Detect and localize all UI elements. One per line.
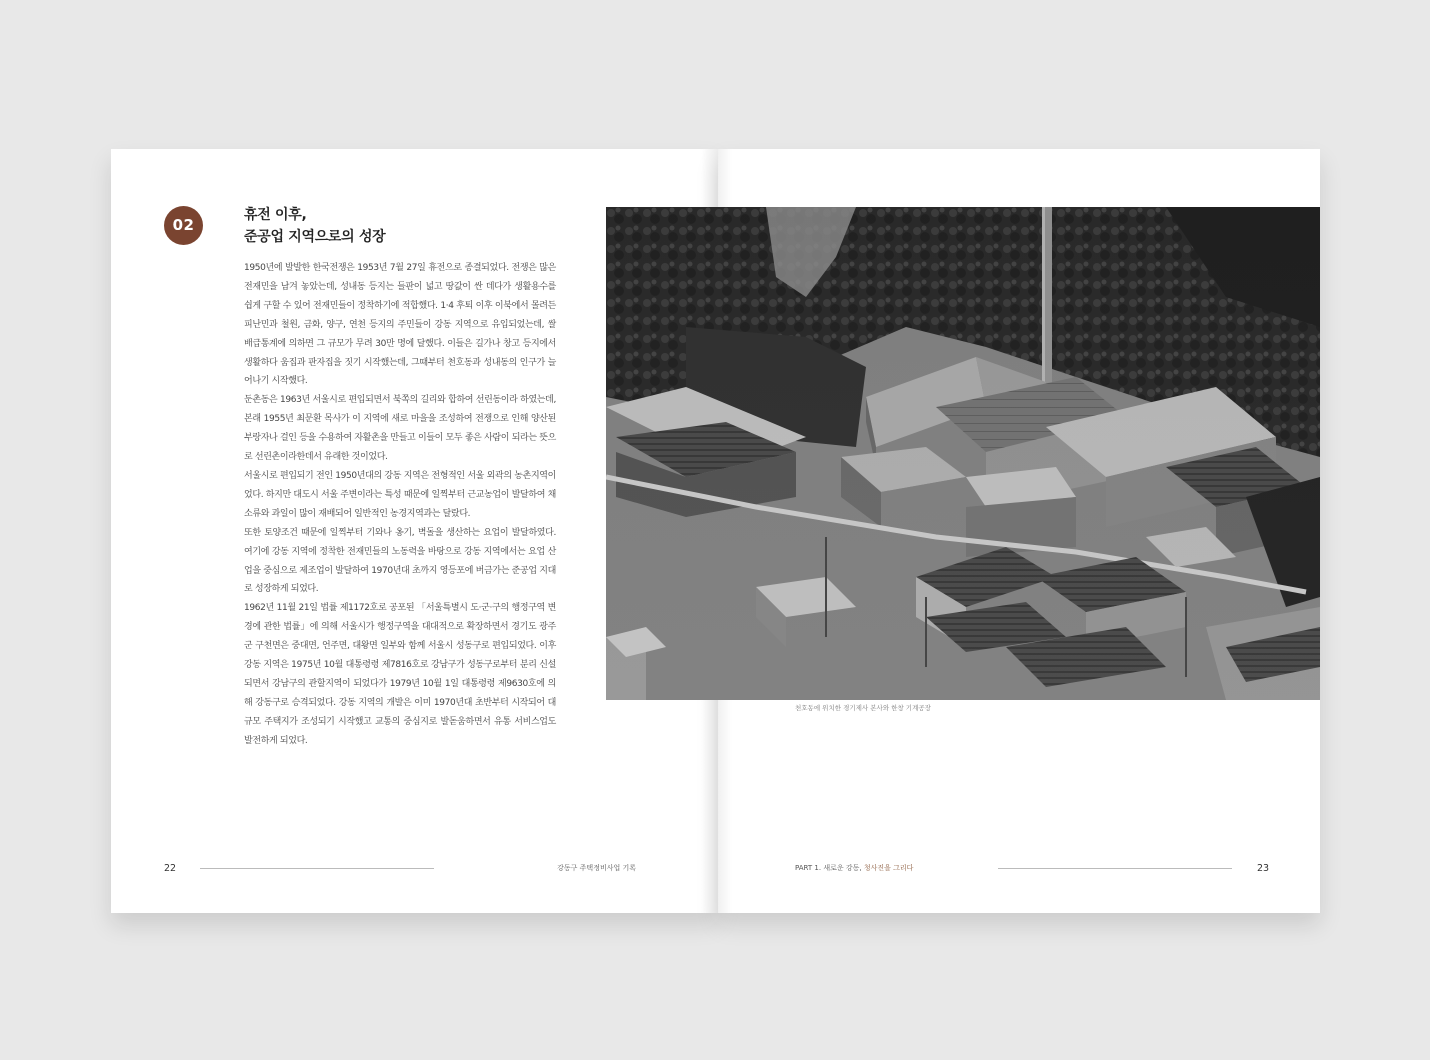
page-number-right: 23 bbox=[1257, 863, 1270, 874]
book-spread bbox=[111, 149, 1320, 913]
factory-aerial-photo bbox=[606, 207, 1320, 700]
footer-rule-right bbox=[998, 868, 1232, 869]
running-head-left: 강동구 주택정비사업 기록 bbox=[557, 864, 636, 872]
running-head-prefix: PART 1. 새로운 강동, bbox=[795, 864, 864, 872]
paragraph: 서울시로 편입되기 전인 1950년대의 강동 지역은 전형적인 서울 외곽의 농촌지역이었다. 하지만 대도시 서울 주변이라는 특성 때문에 일찍부터 근교농업이 발달하여 채소류와 과일이 많이 재배되어 일반적인 농경지역과는 달랐다. bbox=[244, 470, 556, 519]
running-head-accent: 청사진을 그리다 bbox=[863, 864, 914, 872]
body-text bbox=[244, 259, 556, 751]
photo-caption: 천호동에 위치한 경기제사 본사와 한창 기계공장 bbox=[795, 704, 931, 712]
page-number-left: 22 bbox=[164, 863, 177, 874]
paragraph: 1962년 11월 21일 법률 제1172호로 공포된 「서울특별시 도·군·구의 행정구역 변경에 관한 법률」에 의해 서울시가 행정구역을 대대적으로 확장하면서 경기도 광주군 구천면은 중대면, 언주면, 대왕면 일부와 함께 서울시 성동구로 편입되었다. 이후 강동 지역은 1975년 10월 대통령령 제7816호로 강남구가 성동구로부터 분리 신설되면서 강남구의 관할지역이 되었다가 1979년 10월 1일 대통령령 제9630호에 의해 강동구로 승격되었다. 강동 지역의 개발은 이미 1970년대 초반부터 시작되어 대규모 주택지가 조성되기 시작했고 교통의 중심지로 발돋움하면서 유통 서비스업도 발전하게 되었다. bbox=[244, 603, 556, 746]
section-title-line-2: 준공업 지역으로의 성장 bbox=[244, 229, 386, 245]
paragraph: 둔촌동은 1963년 서울시로 편입되면서 북쪽의 길리와 합하여 선린동이라 하였는데, 본래 1955년 최문환 목사가 이 지역에 새로 마을을 조성하여 전쟁으로 인해 양산된 부랑자나 걸인 등을 수용하여 자활촌을 만들고 이들이 모두 좋은 사람이 되라는 뜻으로 선린촌이라한데서 유래한 것이었다. bbox=[244, 395, 556, 463]
running-head-right bbox=[795, 863, 913, 873]
section-heading bbox=[244, 204, 564, 248]
section-title-line-1: 휴전 이후, bbox=[244, 207, 307, 223]
footer-rule-left bbox=[200, 868, 434, 869]
paragraph: 1950년에 발발한 한국전쟁은 1953년 7월 27일 휴전으로 종결되었다. 전쟁은 많은 전재민을 남겨 놓았는데, 성내동 등지는 들판이 넓고 땅값이 싼 데다가 생활용수를 쉽게 구할 수 있어 전재민들이 정착하기에 적합했다. 1·4 후퇴 이후 이북에서 몰려든 피난민과 철원, 금화, 양구, 연천 등지의 주민들이 강동 지역으로 유입되었는데, 쌀 배급통계에 의하면 그 규모가 무려 30만 명에 달했다. 이들은 길가나 창고 등지에서 생활하다 움집과 판자집을 짓기 시작했는데, 그때부터 천호동과 성내동의 인구가 늘어나기 시작했다. bbox=[244, 263, 556, 387]
paragraph: 또한 토양조건 때문에 일찍부터 기와나 옹기, 벽돌을 생산하는 요업이 발달하였다. 여기에 강동 지역에 정착한 전재민들의 노동력을 바탕으로 강동 지역에서는 요업 산업을 중심으로 제조업이 발달하여 1970년대 초까지 영등포에 버금가는 준공업 지대로 성장하게 되었다. bbox=[244, 527, 556, 595]
section-number-badge: 02 bbox=[164, 206, 203, 245]
